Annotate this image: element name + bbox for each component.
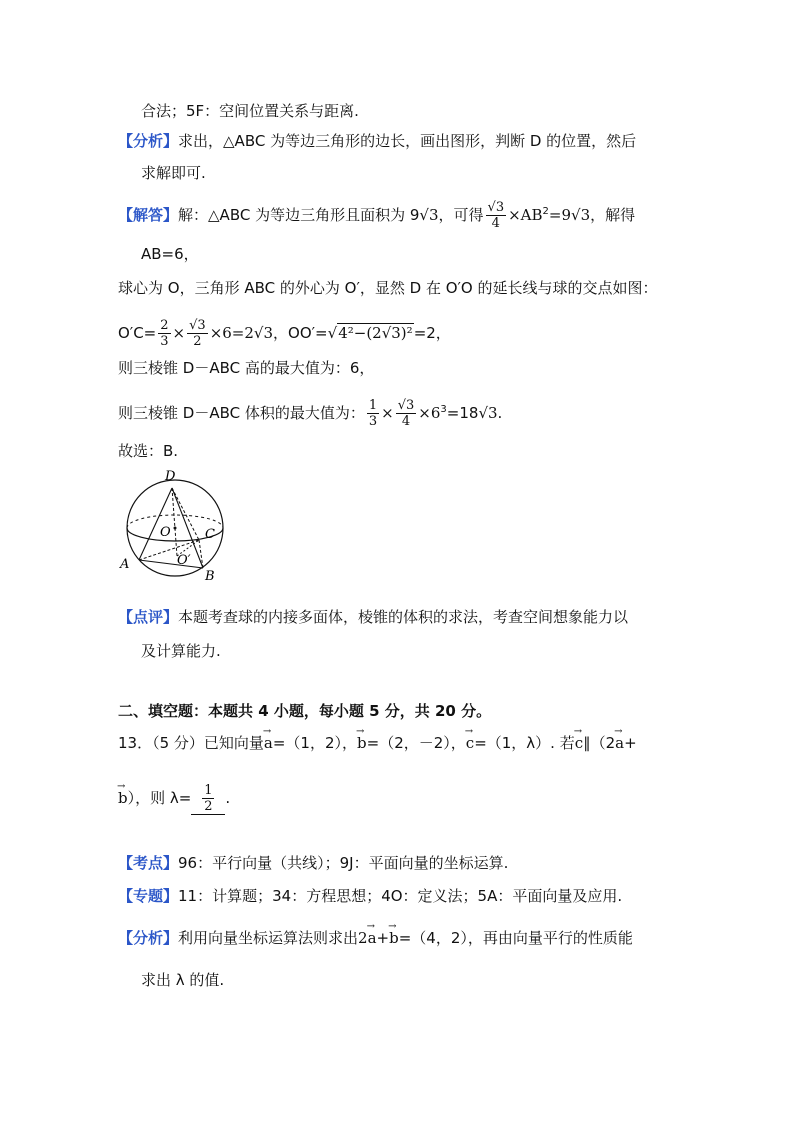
comment-line-1: 【点评】本题考查球的内接多面体，棱锥的体积的求法，考查空间想象能力以 <box>118 608 629 626</box>
analysis-text: 求出，△ABC 为等边三角形的边长，画出图形，判断 D 的位置，然后 <box>178 132 637 150</box>
sphere-tetrahedron-figure <box>115 466 235 584</box>
answer-choice: 故选：B. <box>118 442 179 460</box>
fraction-1-over-3: $\frac{1}{3}$ <box>368 398 378 429</box>
analysis-line-1 <box>118 131 636 151</box>
solution-line-1: 【解答】解：△ABC 为等边三角形且面积为 9√3，可得 $\frac{√3}{4}$ $\times AB^2=9√3$，解得 <box>118 200 636 231</box>
label-A: A <box>120 557 130 572</box>
q13-analysis-line-2: 求出 λ 的值. <box>141 971 225 989</box>
kaodian-continuation: 合法；5F：空间位置关系与距离. <box>141 102 359 120</box>
comment-tag: 【点评】 <box>118 608 179 626</box>
vector-b: → b <box>357 733 367 753</box>
label-C: C <box>205 527 215 542</box>
section-heading: 二、填空题：本题共 4 小题，每小题 5 分，共 20 分。 <box>118 702 492 720</box>
analysis-line-2: 求解即可. <box>141 164 206 182</box>
edge-DA <box>139 488 172 560</box>
comment-line-2: 及计算能力. <box>141 642 221 660</box>
q13-stem-line-2: → b），则 λ= $\frac{1}{2}$ . <box>118 783 230 815</box>
q13-analysis-line-1: 【分析】利用向量坐标运算法则求出2→ a+→ b=（4，2），再由向量平行的性质能 <box>118 928 633 948</box>
solution-tag: 【解答】 <box>118 206 179 224</box>
solution-line-6: 则三棱锥 D－ABC 体积的最大值为： $\frac{1}{3}$ × $\frac{√3}{4}$ $\times 6^3=18√3$. <box>118 398 503 429</box>
solution-line-5: 则三棱锥 D－ABC 高的最大值为：6， <box>118 359 375 377</box>
vector-a: → a <box>264 733 273 753</box>
label-O: O <box>160 525 171 540</box>
zhuanti-tag: 【专题】 <box>118 887 179 905</box>
answer-fraction: $\frac{1}{2}$ <box>204 783 213 814</box>
fraction-sqrt3-over-4-b: $\frac{√3}{4}$ <box>397 398 415 429</box>
solution-line-3: 球心为 O，三角形 ABC 的外心为 O′，显然 D 在 O′O 的延长线与球的交点如图： <box>118 279 658 297</box>
edge-AB <box>139 560 203 568</box>
q13-analysis-tag: 【分析】 <box>118 929 179 947</box>
q13-kaodian: 【考点】96：平行向量（共线）；9J：平面向量的坐标运算. <box>118 854 509 872</box>
q13-zhuanti: 【专题】11：计算题；34：方程思想；4O：定义法；5A：平面向量及应用. <box>118 887 623 905</box>
label-O-prime: O′ <box>177 553 191 568</box>
vector-c: → c <box>466 733 474 753</box>
fraction-sqrt3-over-4: $\frac{√3}{4}$ <box>487 200 505 231</box>
fraction-2-over-3: $\frac{2}{3}$ <box>160 318 169 349</box>
label-B: B <box>205 569 215 584</box>
solution-line-2: AB=6， <box>141 245 199 263</box>
edge-DC <box>172 488 199 540</box>
sqrt-expression: √4²−(2√3)² <box>327 324 413 342</box>
sqrt-3: √3 <box>419 206 439 224</box>
q13-stem-line-1: 13．（5 分）已知向量→ a=（1，2），→ b=（2，－2），→ c=（1，λ）. 若→ c∥（2→ a+ <box>118 733 637 753</box>
answer-blank <box>191 783 225 815</box>
label-D: D <box>165 469 176 484</box>
fraction-sqrt3-over-2: $\frac{√3}{2}$ <box>189 318 206 349</box>
kaodian-tag: 【考点】 <box>118 854 179 872</box>
solution-line-4: O′C= $\frac{2}{3}$ × $\frac{√3}{2}$ ×6=2√3，OO′=√4²−(2√3)²=2， <box>118 318 451 349</box>
center-O <box>174 527 177 530</box>
analysis-tag: 【分析】 <box>118 132 179 150</box>
